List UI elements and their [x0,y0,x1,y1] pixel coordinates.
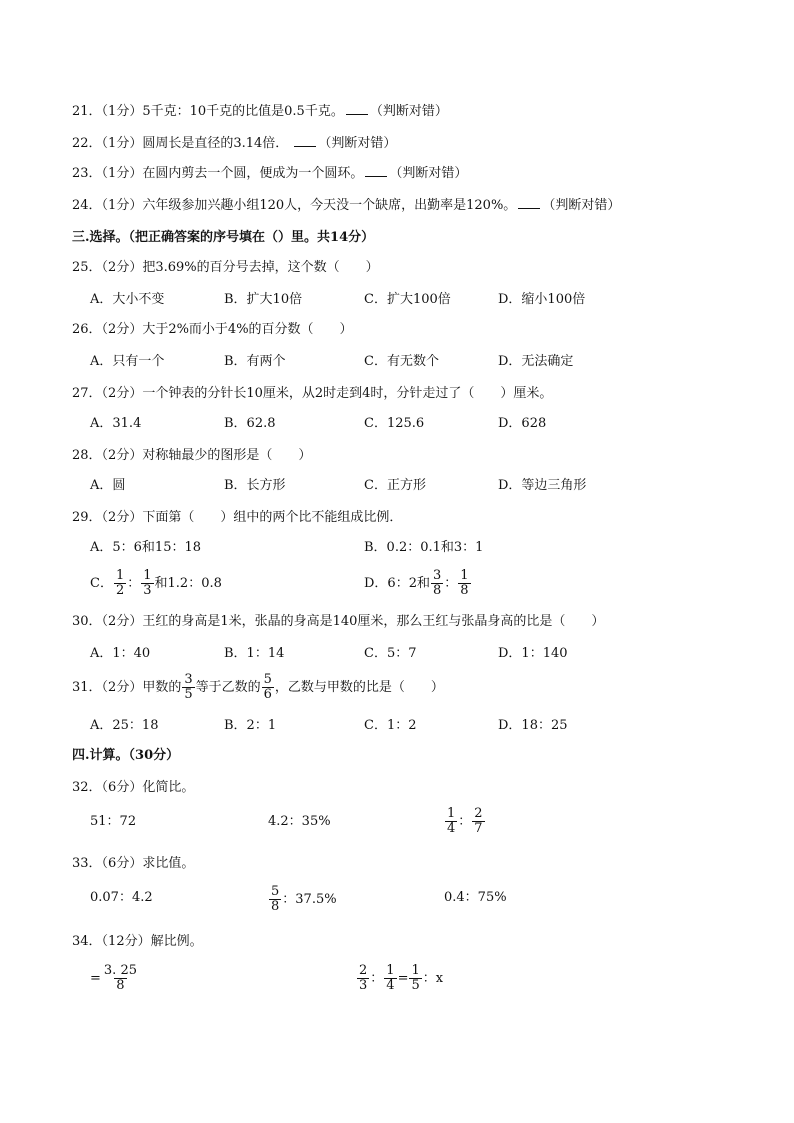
question-28-stem: 28．（2分）对称轴最少的图形是（ ） [72,448,312,463]
q25-option-d[interactable]: D．缩小100倍 [498,292,586,307]
q29-option-a[interactable]: A．5：6和15：18 [90,540,202,555]
q31-option-a[interactable]: A．25：18 [90,718,159,733]
q30-option-b[interactable]: B．1：14 [224,646,285,661]
q33-item-3: 0.4：75% [444,890,507,905]
q29-d-fraction-1: $\frac{3}{8}$ [432,568,442,598]
q29-option-c[interactable]: C． $\frac{1}{2}$ ： $\frac{1}{3}$ 和1.2：0.8 [90,568,222,598]
question-26-stem: 26．（2分）大于2%而小于4%的百分数（ ） [72,322,353,337]
q21-text: 5千克：10千克的比值是0.5千克。 [142,104,344,119]
q26-option-b[interactable]: B．有两个 [224,354,286,369]
q29-c-fraction-2: $\frac{1}{3}$ [143,568,152,598]
q34-e2-fraction-1: $\frac{2}{3}$ [359,963,368,993]
q31-option-d[interactable]: D．18：25 [498,718,568,733]
q33-fraction: $\frac{5}{8}$ [271,884,280,914]
q29-option-b[interactable]: B．0.2：0.1和3：1 [364,540,484,555]
q31-option-c[interactable]: C．1：2 [364,718,417,733]
question-30-stem: 30．（2分）王红的身高是1米，张晶的身高是140厘米，那么王红与张晶身高的比是（ ） [72,614,605,629]
q32-item-1: 51：72 [90,814,137,829]
q29-c-fraction-1: $\frac{1}{2}$ [115,568,125,598]
q24-text: 六年级参加兴趣小组120人，今天没一个缺席，出勤率是120%。 [142,198,517,213]
q23-answer-blank[interactable] [365,164,387,177]
q27-option-d[interactable]: D．628 [498,416,547,431]
q33-item-2: $\frac{5}{8}$ ：37.5% [271,884,337,914]
q28-option-d[interactable]: D．等边三角形 [498,478,587,493]
question-24 [72,196,620,216]
q26-option-d[interactable]: D．无法确定 [498,354,574,369]
q24-answer-blank[interactable] [518,196,540,209]
q30-option-c[interactable]: C．5：7 [364,646,417,661]
section-3-heading: 三.选择。（把正确答案的序号填在（）里。共14分） [72,230,375,245]
q22-number: 22． [72,136,102,151]
q31-option-b[interactable]: B．2：1 [224,718,277,733]
q23-number: 23． [72,166,102,181]
q31-fraction-1: $\frac{3}{5}$ [184,672,193,702]
question-29-stem: 29．（2分）下面第（ ）组中的两个比不能组成比例． [72,510,403,525]
q23-suffix: （判断对错） [389,166,468,181]
question-34-stem: 34．（12分）解比例。 [72,934,203,949]
question-21 [72,102,448,122]
q22-points: （1分） [101,136,143,151]
q34-e2-fraction-2: $\frac{1}{4}$ [386,963,395,993]
q24-suffix: （判断对错） [542,198,621,213]
q25-option-b[interactable]: B．扩大10倍 [224,292,303,307]
q34-e2-fraction-3: $\frac{1}{5}$ [411,963,420,993]
q30-option-a[interactable]: A．1：40 [90,646,151,661]
question-25-stem: 25．（2分）把3.69%的百分号去掉，这个数（ ） [72,260,379,275]
q33-item-1: 0.07：4.2 [90,890,153,905]
q26-option-a[interactable]: A．只有一个 [90,354,165,369]
question-33-stem: 33．（6分）求比值。 [72,856,195,871]
q28-option-c[interactable]: C．正方形 [364,478,426,493]
q34-equation-1: = $\frac{3. 25}{8}$ [90,963,137,993]
q29-option-d[interactable]: D．6：2和 $\frac{3}{8}$ ： $\frac{1}{8}$ [364,568,469,598]
section-4-heading: 四.计算。（30分） [72,748,180,763]
question-22 [72,134,396,154]
q23-text: 在圆内剪去一个圆，便成为一个圆环。 [142,166,364,181]
q21-points: （1分） [101,104,143,119]
q24-number: 24． [72,198,102,213]
q24-points: （1分） [101,198,143,213]
q22-answer-blank[interactable] [294,134,316,147]
q30-option-d[interactable]: D．1：140 [498,646,568,661]
question-23 [72,164,467,184]
q32-fraction-2: $\frac{2}{7}$ [474,806,483,836]
q34-equation-2: $\frac{2}{3}$ ： $\frac{1}{4}$ = $\frac{1}{5}$ ：x [359,963,444,993]
q27-option-c[interactable]: C．125.6 [364,416,425,431]
question-31-stem: 31．（2分）甲数的 $\frac{3}{5}$ 等于乙数的 $\frac{5}{6}$ ，乙数与甲数的比是（ ） [72,672,444,702]
q25-option-c[interactable]: C．扩大100倍 [364,292,451,307]
q22-suffix: （判断对错） [318,136,397,151]
question-32-stem: 32．（6分）化简比。 [72,780,195,795]
q32-fraction-1: $\frac{1}{4}$ [447,806,456,836]
q21-suffix: （判断对错） [369,104,448,119]
q21-answer-blank[interactable] [346,102,368,115]
q21-number: 21． [72,104,102,119]
q28-option-a[interactable]: A．圆 [90,478,126,493]
q25-option-a[interactable]: A．大小不变 [90,292,165,307]
q32-item-2: 4.2：35% [268,814,331,829]
q28-option-b[interactable]: B．长方形 [224,478,286,493]
q29-c-prefix: C． [90,576,113,591]
q23-points: （1分） [101,166,143,181]
q32-item-3: $\frac{1}{4}$ ： $\frac{2}{7}$ [447,806,483,836]
q26-option-c[interactable]: C．有无数个 [364,354,439,369]
q27-option-a[interactable]: A．31.4 [90,416,142,431]
q22-text: 圆周长是直径的3.14倍． [142,136,289,151]
q34-e1-fraction: $\frac{3. 25}{8}$ [103,963,137,993]
q29-d-fraction-2: $\frac{1}{8}$ [460,568,469,598]
q31-fraction-2: $\frac{5}{6}$ [263,672,272,702]
question-27-stem: 27．（2分）一个钟表的分针长10厘米，从2时走到4时，分针走过了（ ）厘米。 [72,386,553,401]
q34-unknown-x: x [435,971,444,986]
q27-option-b[interactable]: B．62.8 [224,416,276,431]
